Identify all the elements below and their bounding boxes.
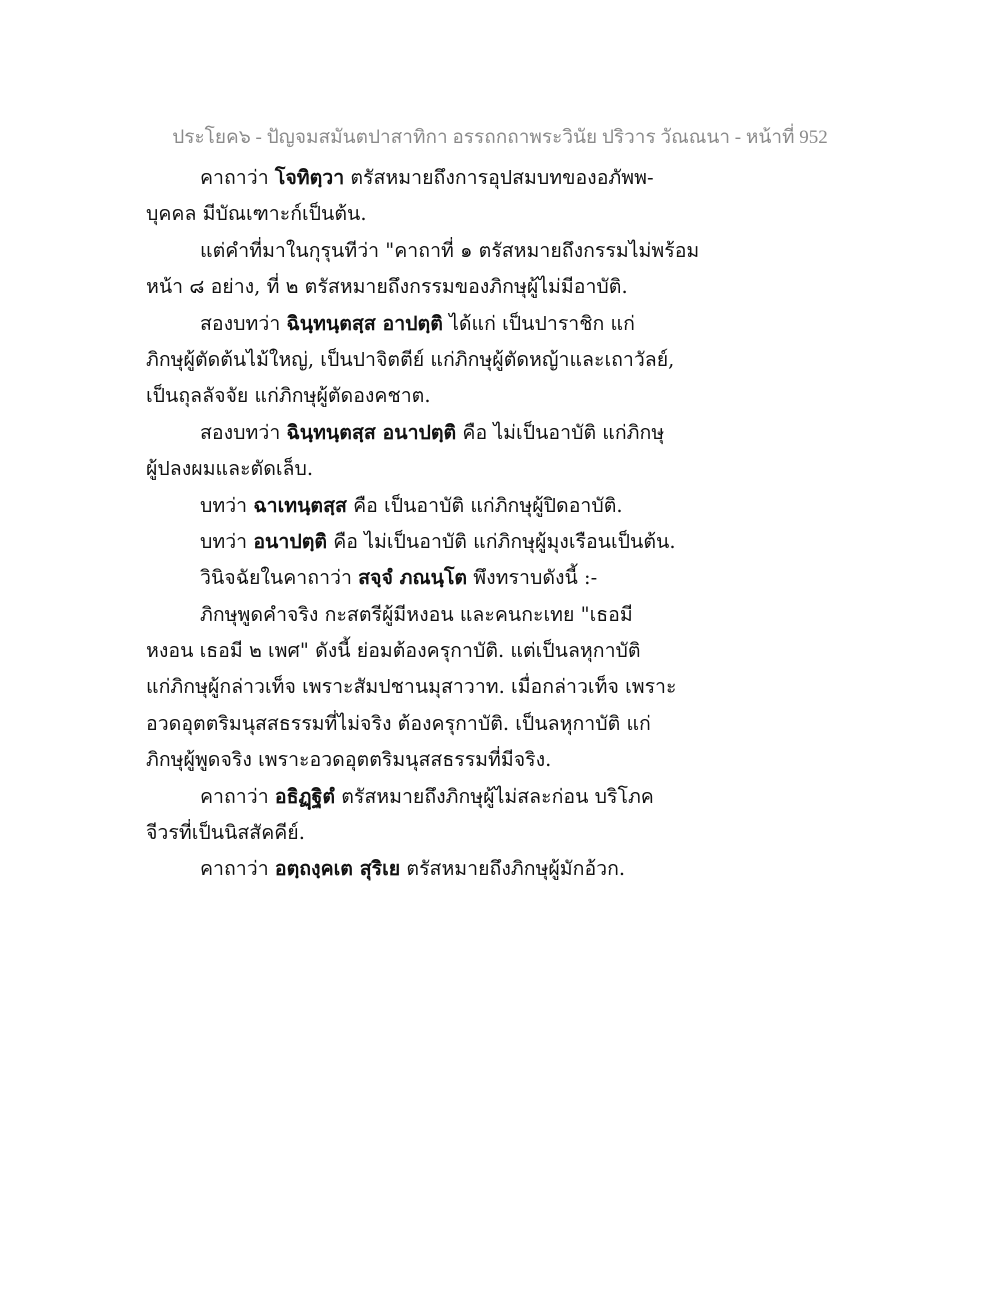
page-header: ประโยค๖ - ปัญจมสมันตปาสาทิกา อรรถกถาพระวินัย ปริวาร วัณณนา - หน้าที่ 952 bbox=[172, 127, 828, 148]
text-line: หน้า ๘ อย่าง, ที่ ๒ ตรัสหมายถึงกรรมของภิกษุผู้ไม่มีอาบัติ. bbox=[146, 275, 628, 299]
pali-term: โจทิตฺวา bbox=[274, 166, 345, 189]
text-line: ภิกษุผู้ตัดต้นไม้ใหญ่, เป็นปาจิตตีย์ แก่ภิกษุผู้ตัดหญ้าและเถาวัลย์, bbox=[146, 347, 675, 371]
pali-term: ฉินฺทนฺตสฺส อาปตฺติ bbox=[286, 311, 443, 335]
text-line: จีวรที่เป็นนิสสัคคีย์. bbox=[146, 821, 305, 845]
text-line: แก่ภิกษุผู้กล่าวเท็จ เพราะสัมปชานมุสาวาท. เมื่อกล่าวเท็จ เพราะ bbox=[146, 675, 677, 699]
text-line: คาถาว่า โจทิตฺวา ตรัสหมายถึงการอุปสมบทของอภัพพ- bbox=[200, 166, 654, 189]
text-line: วินิจฉัยในคาถาว่า สจฺจํ ภณนฺโต พึงทราบดังนี้ :- bbox=[200, 566, 598, 590]
pali-term: อธิฏฺฐิตํ bbox=[274, 784, 335, 808]
text-line: ผู้ปลงผมและตัดเล็บ. bbox=[146, 457, 314, 481]
text-line: สองบทว่า ฉินฺทนฺตสฺส อาปตฺติ ได้แก่ เป็นปาราชิก แก่ bbox=[200, 311, 635, 335]
body-text bbox=[146, 160, 706, 888]
text-line: แต่คำที่มาในกุรุนทีว่า "คาถาที่ ๑ ตรัสหมายถึงกรรมไม่พร้อม bbox=[200, 238, 700, 262]
pali-term: ฉินฺทนฺตสฺส อนาปตฺติ bbox=[286, 420, 457, 444]
text-line: คาถาว่า อธิฏฺฐิตํ ตรัสหมายถึงภิกษุผู้ไม่สละก่อน บริโภค bbox=[200, 784, 654, 808]
text-line: บุคคล มีบัณเฑาะก์เป็นต้น. bbox=[146, 202, 367, 226]
text-line: บทว่า อนาปตฺติ คือ ไม่เป็นอาบัติ แก่ภิกษุผู้มุงเรือนเป็นต้น. bbox=[200, 529, 676, 553]
text-line: สองบทว่า ฉินฺทนฺตสฺส อนาปตฺติ คือ ไม่เป็นอาบัติ แก่ภิกษุ bbox=[200, 420, 665, 444]
pali-term: ฉาเทนฺตสฺส bbox=[253, 493, 347, 517]
text-line: หงอน เธอมี ๒ เพศ" ดังนี้ ย่อมต้องครุกาบัติ. แต่เป็นลหุกาบัติ bbox=[146, 639, 641, 663]
text-line: คาถาว่า อตฺถงฺคเต สุริเย ตรัสหมายถึงภิกษุผู้มักอ้วก. bbox=[200, 857, 626, 881]
text-line: ภิกษุพูดคำจริง กะสตรีผู้มีหงอน และคนกะเทย "เธอมี bbox=[200, 602, 633, 626]
text-line: บทว่า ฉาเทนฺตสฺส คือ เป็นอาบัติ แก่ภิกษุผู้ปิดอาบัติ. bbox=[200, 493, 623, 517]
pali-term: อนาปตฺติ bbox=[253, 529, 328, 553]
pali-term: อตฺถงฺคเต สุริเย bbox=[274, 857, 401, 881]
text-line: ภิกษุผู้พูดจริง เพราะอวดอุตตริมนุสสธรรมที่มีจริง. bbox=[146, 748, 552, 772]
text-line: เป็นถุลลัจจัย แก่ภิกษุผู้ตัดองคชาต. bbox=[146, 384, 431, 408]
pali-term: สจฺจํ ภณนฺโต bbox=[358, 566, 468, 590]
text-line: อวดอุตตริมนุสสธรรมที่ไม่จริง ต้องครุกาบัติ. เป็นลหุกาบัติ แก่ bbox=[146, 711, 651, 735]
